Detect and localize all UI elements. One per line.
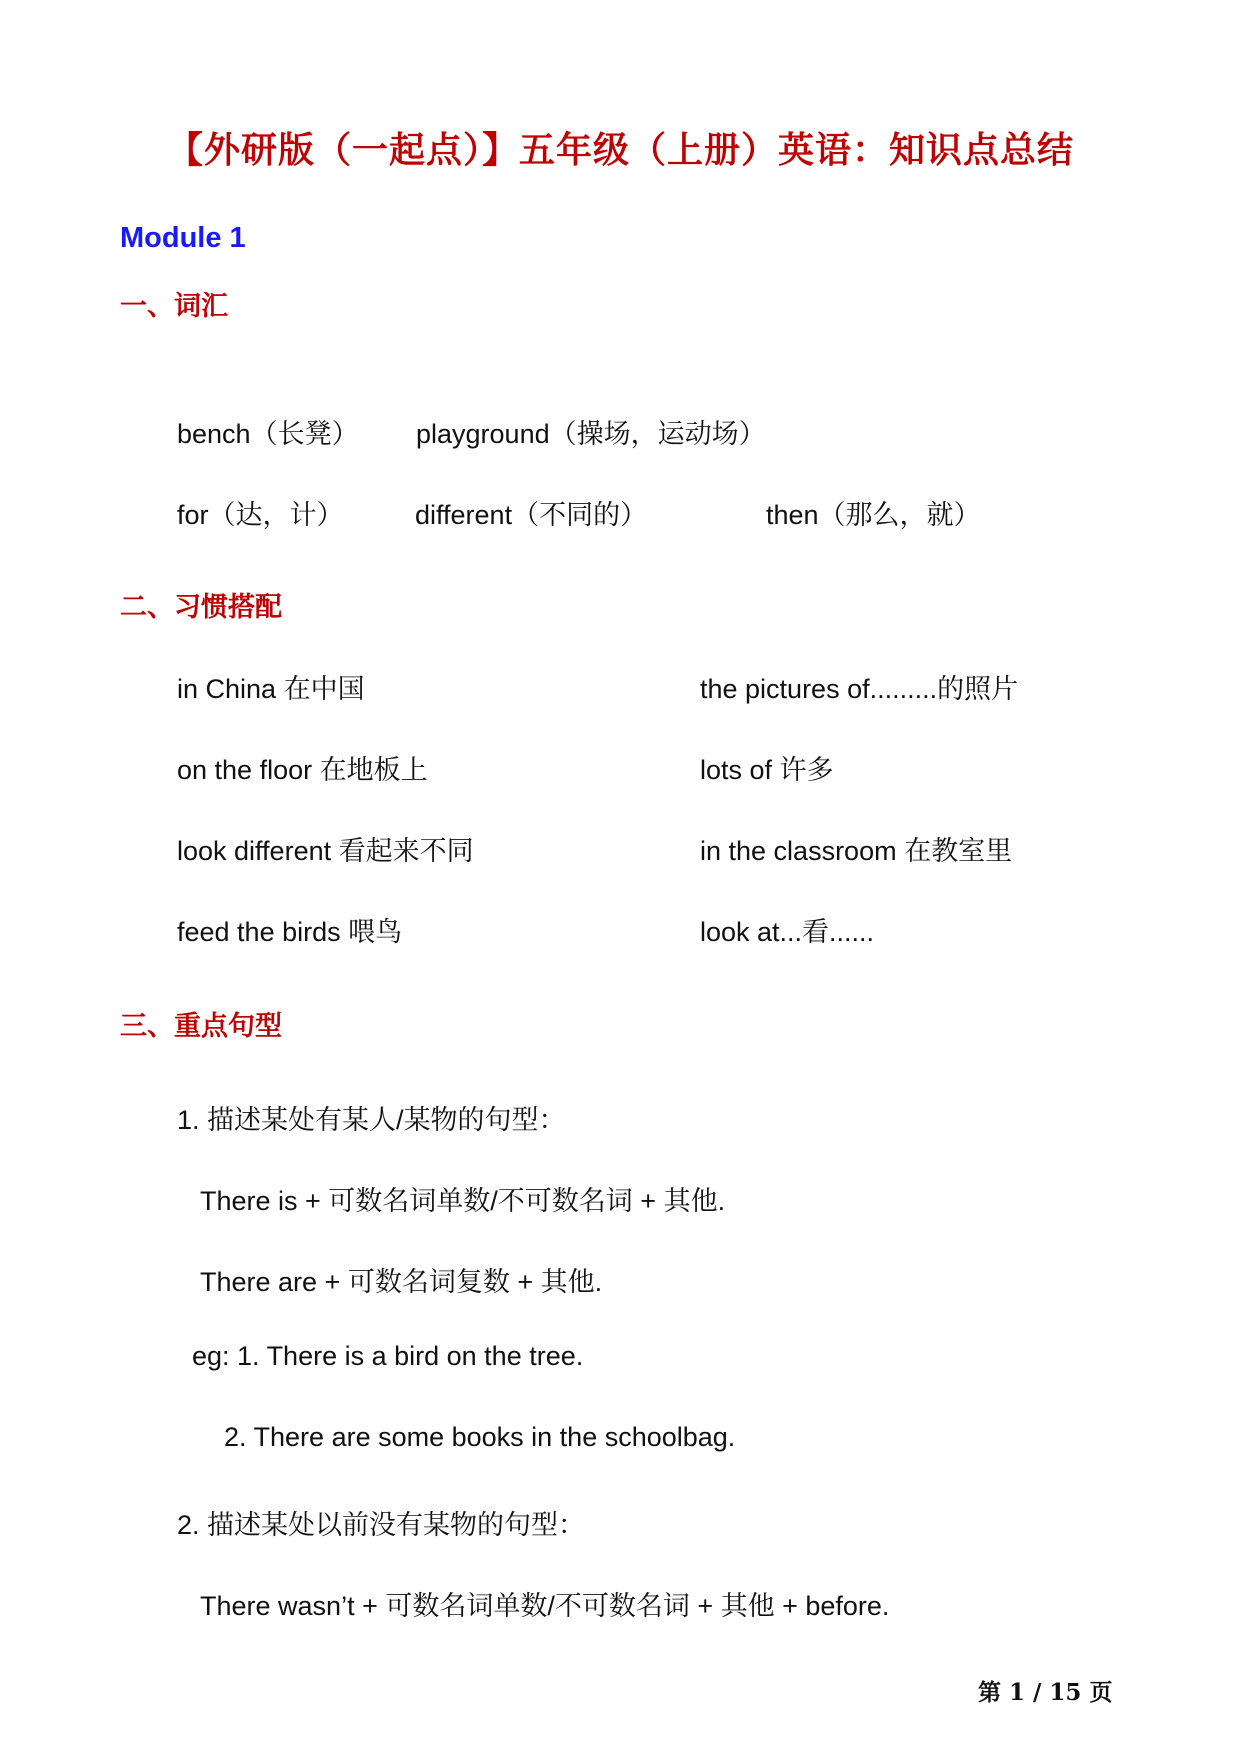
- page-number: 第 1 / 15 页: [978, 1679, 1113, 1706]
- sentence-line: 1. 描述某处有某人/某物的句型：: [177, 1105, 566, 1135]
- phrase-item: in the classroom 在教室里: [700, 836, 1013, 866]
- vocab-item: different（不同的）: [415, 500, 648, 530]
- sentence-line: eg: 1. There is a bird on the tree.: [192, 1341, 584, 1371]
- vocab-item: playground（操场，运动场）: [416, 419, 766, 449]
- vocab-item: bench（长凳）: [177, 419, 359, 449]
- section-heading-sentences: 三、重点句型: [120, 1011, 282, 1042]
- sentence-line: There is + 可数名词单数/不可数名词 + 其他.: [200, 1186, 726, 1216]
- phrase-item: in China 在中国: [177, 674, 365, 704]
- section-heading-phrases: 二、习惯搭配: [120, 592, 282, 623]
- phrase-item: on the floor 在地板上: [177, 755, 428, 785]
- phrase-item: the pictures of.........的照片: [700, 674, 1019, 704]
- sentence-line: There wasn’t + 可数名词单数/不可数名词 + 其他 + before.: [200, 1591, 890, 1621]
- document-title: 【外研版（一起点）】五年级（上册）英语：知识点总结: [166, 129, 1074, 171]
- phrase-item: feed the birds 喂鸟: [177, 917, 403, 947]
- sentence-line: There are + 可数名词复数 + 其他.: [200, 1267, 603, 1297]
- sentence-line: 2. There are some books in the schoolbag.: [224, 1422, 736, 1452]
- vocab-item: for（达，计）: [177, 500, 344, 530]
- vocab-item: then（那么，就）: [766, 500, 981, 530]
- section-heading-vocab: 一、词汇: [120, 291, 228, 322]
- phrase-item: lots of 许多: [700, 755, 834, 785]
- phrase-item: look different 看起来不同: [177, 836, 474, 866]
- sentence-line: 2. 描述某处以前没有某物的句型：: [177, 1510, 586, 1540]
- module-heading: Module 1: [120, 222, 246, 254]
- phrase-item: look at...看......: [700, 917, 875, 947]
